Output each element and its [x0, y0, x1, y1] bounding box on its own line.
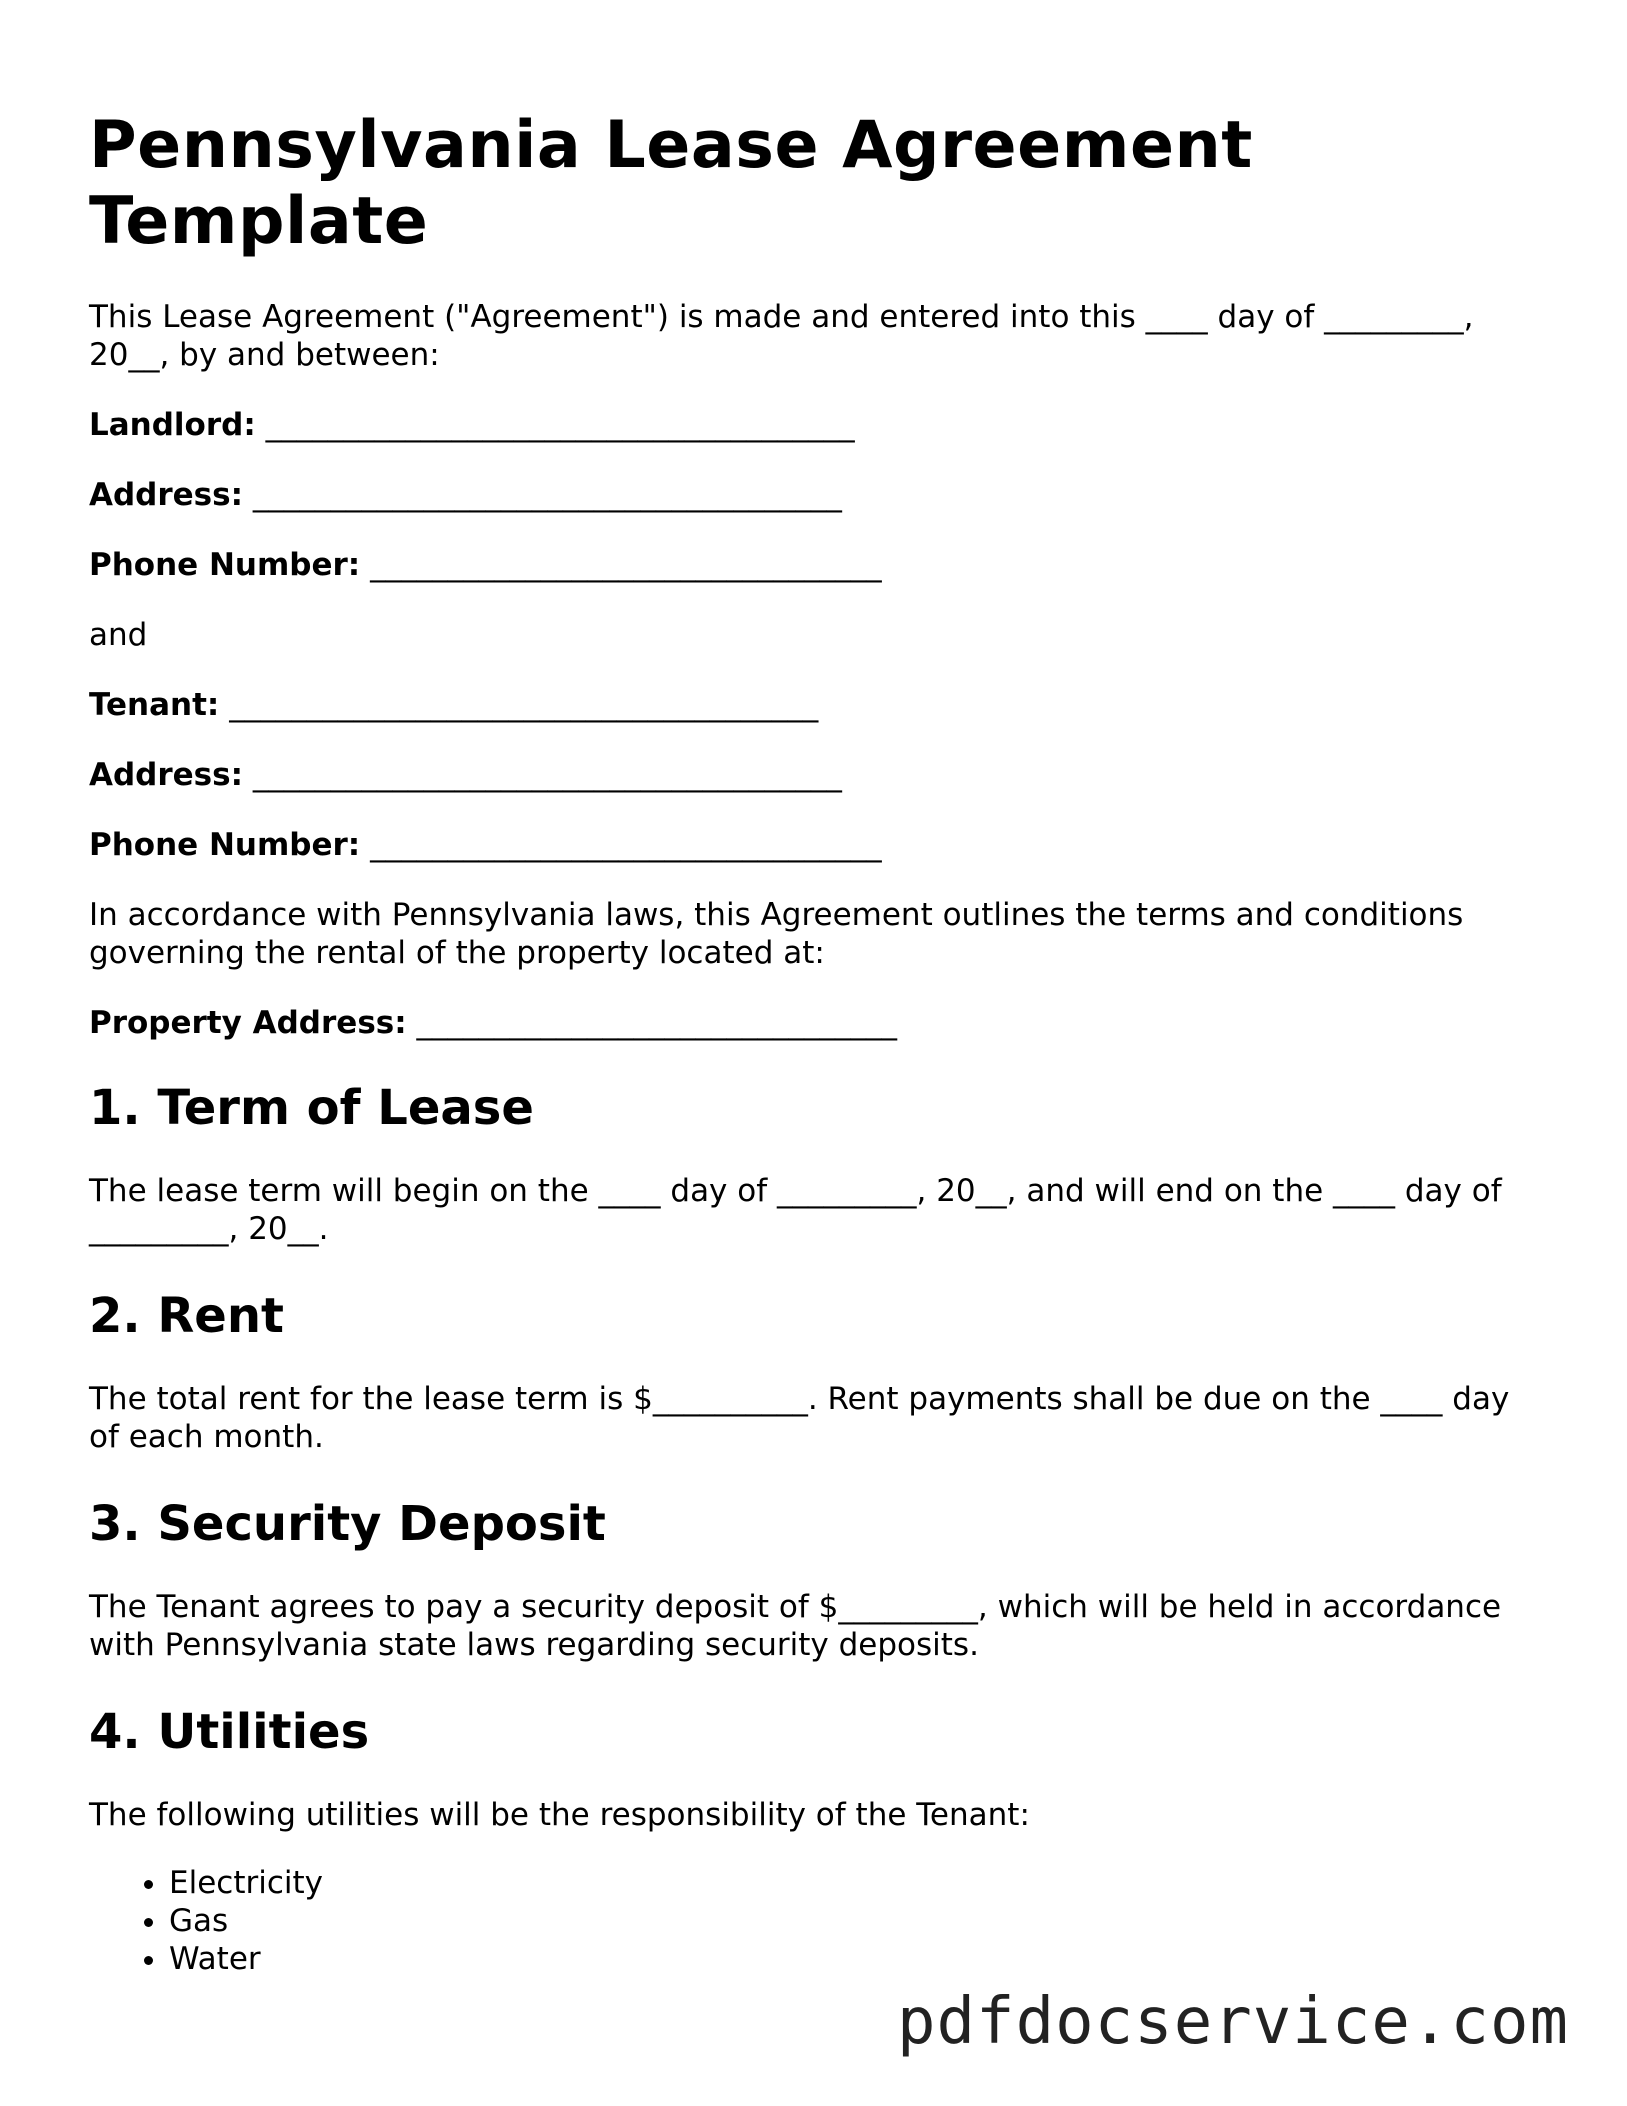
list-item: • Water	[169, 1940, 1549, 1978]
landlord-name-blank: ______________________________________	[265, 407, 855, 443]
section-heading-security-deposit: 3. Security Deposit	[89, 1496, 606, 1552]
tenant-name-field	[89, 686, 1549, 724]
watermark: pdfdocservice.com	[896, 1985, 1569, 2059]
landlord-address-label: Address:	[89, 477, 243, 513]
section-heading-rent: 2. Rent	[89, 1288, 284, 1344]
property-address-blank: _______________________________	[416, 1005, 897, 1041]
landlord-address-blank: ______________________________________	[252, 477, 842, 513]
landlord-phone-blank: _________________________________	[370, 547, 882, 583]
section-text-utilities: The following utilities will be the responsibility of the Tenant:	[89, 1797, 1030, 1833]
tenant-name-blank: ______________________________________	[229, 687, 819, 723]
section-heading-term: 1. Term of Lease	[89, 1080, 534, 1136]
landlord-phone-label: Phone Number:	[89, 547, 361, 583]
document-title: Pennsylvania Lease Agreement Template	[89, 108, 1253, 259]
section-text-rent: The total rent for the lease term is $__________. Rent payments shall be due on the ____ day of each month.	[89, 1381, 1510, 1455]
tenant-phone-field	[89, 826, 1549, 864]
section-heading-utilities: 4. Utilities	[89, 1704, 370, 1760]
tenant-address-field	[89, 756, 1549, 794]
property-address-label: Property Address:	[89, 1005, 407, 1041]
section-text-security-deposit: The Tenant agrees to pay a security deposit of $_________, which will be held in accordance with Pennsylvania state laws regarding security deposits.	[89, 1589, 1502, 1663]
accordance-paragraph: In accordance with Pennsylvania laws, this Agreement outlines the terms and conditions governing the rental of the property located at:	[89, 897, 1464, 971]
tenant-phone-blank: _________________________________	[370, 827, 882, 863]
landlord-name-field	[89, 406, 1549, 444]
section-text-term: The lease term will begin on the ____ day of _________, 20__, and will end on the ____ day of _________, 20__.	[89, 1173, 1502, 1247]
landlord-name-label: Landlord:	[89, 407, 256, 443]
tenant-address-blank: ______________________________________	[252, 757, 842, 793]
intro-paragraph: This Lease Agreement ("Agreement") is made and entered into this ____ day of _________, 20__, by and between:	[89, 299, 1474, 373]
and-text: and	[89, 617, 148, 653]
list-item: • Gas	[169, 1902, 1549, 1940]
list-item: • Electricity	[169, 1864, 1549, 1902]
tenant-phone-label: Phone Number:	[89, 827, 361, 863]
landlord-address-field	[89, 476, 1549, 514]
tenant-address-label: Address:	[89, 757, 243, 793]
document-page	[89, 108, 1549, 1978]
tenant-name-label: Tenant:	[89, 687, 220, 723]
property-address-field	[89, 1004, 1549, 1042]
utilities-list	[89, 1864, 1549, 1978]
landlord-phone-field	[89, 546, 1549, 584]
